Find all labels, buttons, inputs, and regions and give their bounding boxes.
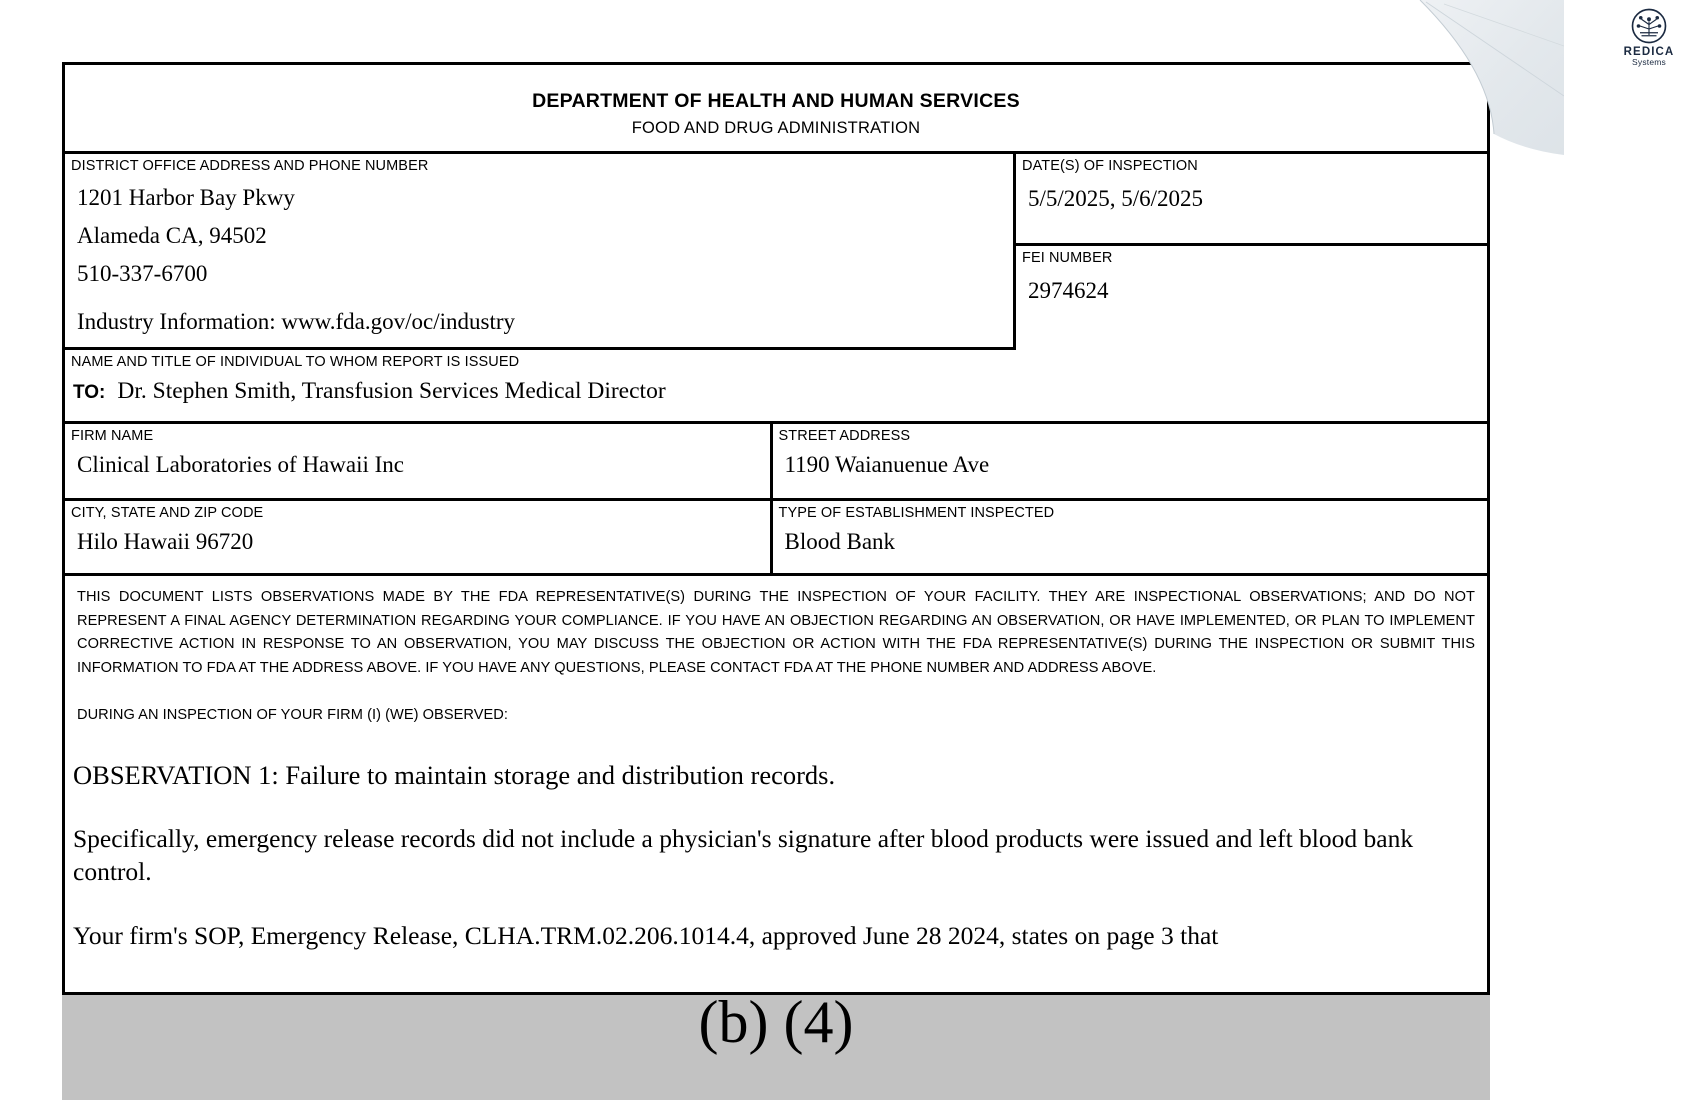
firm-street-row: [65, 424, 1487, 501]
to-label: TO:: [73, 382, 106, 403]
firm-name-block: [65, 424, 773, 501]
redica-subtitle: Systems: [1632, 57, 1666, 68]
recipient-line: [65, 370, 1487, 405]
bottom-scroll-band: [62, 992, 1490, 1100]
city-state-zip-value: Hilo Hawaii 96720: [77, 529, 254, 554]
fei-number-value: 2974624: [1028, 278, 1109, 303]
observation-1-specifically: Specifically, emergency release records did not include a physician's signature after blood products were issued and left blood bank control.: [73, 823, 1414, 887]
district-office-caption: DISTRICT OFFICE ADDRESS AND PHONE NUMBER: [71, 158, 429, 174]
redica-wordmark: REDICA: [1623, 46, 1675, 58]
city-state-zip-caption: CITY, STATE AND ZIP CODE: [71, 505, 264, 521]
observations-area: [65, 723, 1487, 953]
observation-1-title: OBSERVATION 1: Failure to maintain storage and distribution records.: [73, 759, 836, 790]
disclaimer-block: [65, 576, 1487, 723]
inspection-dates-caption: DATE(S) OF INSPECTION: [1022, 158, 1198, 174]
district-office-block: [65, 154, 1016, 350]
inspection-dates-value: 5/5/2025, 5/6/2025: [1028, 186, 1204, 211]
redica-molecule-icon: [1631, 8, 1667, 44]
during-inspection-line: DURING AN INSPECTION OF YOUR FIRM (I) (WE) OBSERVED:: [77, 706, 508, 723]
street-address-caption: STREET ADDRESS: [778, 428, 911, 444]
city-state-zip-block: [65, 501, 773, 576]
redaction-marker: (b) (4): [698, 992, 854, 1055]
fei-number-caption: FEI NUMBER: [1022, 250, 1113, 266]
street-address-block: [773, 424, 1487, 501]
city-establishment-row: [65, 501, 1487, 576]
recipient-value: Dr. Stephen Smith, Transfusion Services Medical Director: [117, 378, 666, 404]
form-header: [65, 65, 1487, 154]
fei-number-block: [1016, 246, 1487, 350]
establishment-type-value: Blood Bank: [784, 529, 896, 554]
recipient-caption: NAME AND TITLE OF INDIVIDUAL TO WHOM REPORT IS ISSUED: [71, 354, 520, 370]
dates-and-fei-column: [1016, 154, 1487, 350]
firm-name-value: Clinical Laboratories of Hawaii Inc: [77, 452, 404, 477]
industry-information-link[interactable]: Industry Information: www.fda.gov/oc/industry: [77, 309, 515, 335]
district-office-line2: Alameda CA, 94502: [77, 223, 267, 249]
office-and-dates-row: [65, 154, 1487, 350]
recipient-block: [65, 350, 1487, 424]
observation-1-sop-line: Your firm's SOP, Emergency Release, CLHA.TRM.02.206.1014.4, approved June 28 2024, states on page 3 that: [73, 921, 1219, 950]
agency-title: FOOD AND DRUG ADMINISTRATION: [631, 119, 921, 137]
street-address-value: 1190 Waianuenue Ave: [784, 452, 990, 477]
disclaimer-paragraph: THIS DOCUMENT LISTS OBSERVATIONS MADE BY THE FDA REPRESENTATIVE(S) DURING THE INSPECTION OF YOUR FACILITY. THEY ARE INSPECTIONAL OBSERVATIONS; AND DO NOT REPRESENT A FINAL AGENCY DETERMINATION REGARDING YOUR COMPLIANCE. IF YOU HAVE AN OBJECTION REGARDING AN OBSERVATION, OR HAVE IMPLEMENTED, OR PLAN TO IMPLEMENT CORRECTIVE ACTION IN RESPONSE TO AN OBSERVATION, YOU MAY DISCUSS THE OBJECTION OR ACTION WITH THE FDA REPRESENTATIVE(S) DURING THE INSPECTION OR SUBMIT THIS INFORMATION TO FDA AT THE ADDRESS ABOVE. IF YOU HAVE ANY QUESTIONS, PLEASE CONTACT FDA AT THE PHONE NUMBER AND ADDRESS ABOVE.: [77, 589, 1475, 676]
district-office-line1: 1201 Harbor Bay Pkwy: [77, 185, 295, 210]
firm-name-caption: FIRM NAME: [71, 428, 154, 444]
redica-logo: [1606, 8, 1692, 80]
establishment-type-caption: TYPE OF ESTABLISHMENT INSPECTED: [778, 505, 1055, 521]
district-office-phone: 510-337-6700: [77, 261, 208, 287]
department-title: DEPARTMENT OF HEALTH AND HUMAN SERVICES: [532, 90, 1020, 112]
establishment-type-block: [773, 501, 1487, 576]
fda-form-483-sheet: [62, 62, 1490, 1002]
inspection-dates-block: [1016, 154, 1487, 246]
